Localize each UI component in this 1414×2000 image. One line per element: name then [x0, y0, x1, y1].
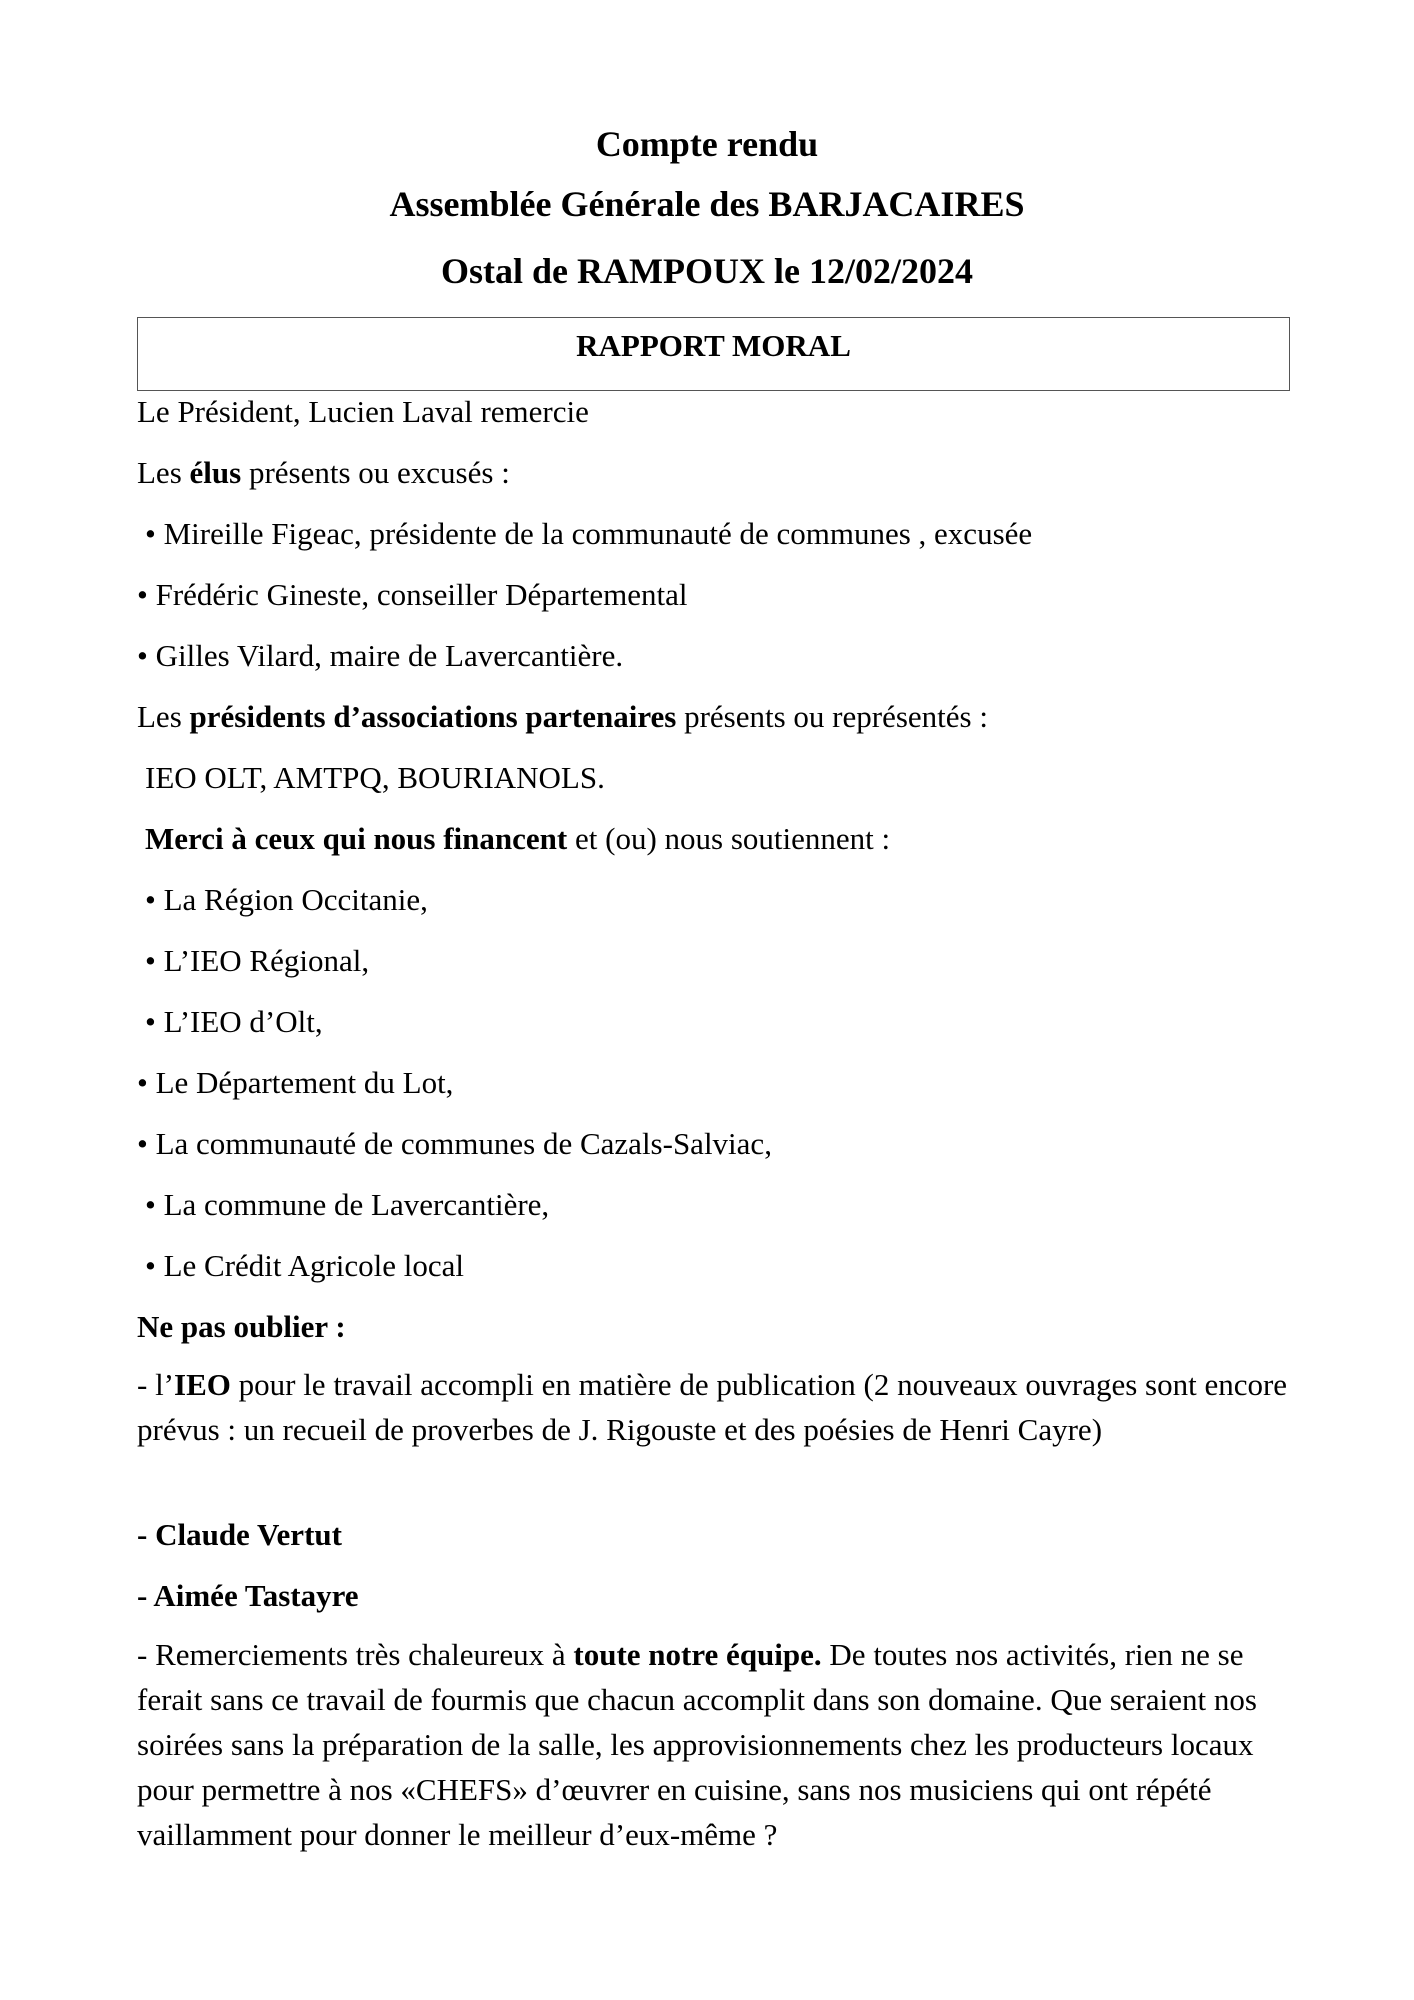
person-line: - Aimée Tastayre: [137, 1578, 359, 1613]
doc-subtitle: Assemblée Générale des BARJACAIRES: [389, 184, 1025, 224]
associations-suffix: présents ou représentés :: [676, 699, 988, 734]
associations-list: IEO OLT, AMTPQ, BOURIANOLS.: [145, 760, 605, 795]
person-line: - Claude Vertut: [137, 1517, 342, 1552]
financeur-item: • Le Département du Lot,: [137, 1065, 454, 1100]
financeur-item: • La commune de Lavercantière,: [145, 1187, 550, 1222]
financeurs-suffix: et (ou) nous soutiennent :: [567, 821, 891, 856]
section-heading-box: [137, 317, 1290, 391]
equipe-paragraph: [137, 1632, 1297, 1857]
financeur-item: • La communauté de communes de Cazals-Salviac,: [137, 1126, 772, 1161]
ieo-prefix: - l’: [137, 1367, 175, 1402]
elus-item: • Mireille Figeac, présidente de la communauté de communes , excusée: [145, 516, 1033, 551]
elus-suffix: présents ou excusés :: [241, 455, 510, 490]
financeurs-bold: Merci à ceux qui nous financent: [145, 821, 568, 856]
financeur-item: • L’IEO Régional,: [145, 943, 370, 978]
equipe-prefix: - Remerciements très chaleureux à: [137, 1637, 574, 1672]
elus-bold: élus: [189, 455, 242, 490]
elus-prefix: Les: [137, 455, 190, 490]
financeur-item: • La Région Occitanie,: [145, 882, 428, 917]
doc-title: Compte rendu: [595, 124, 819, 164]
elus-item: • Gilles Vilard, maire de Lavercantière.: [137, 638, 624, 673]
financeur-item: • Le Crédit Agricole local: [145, 1248, 465, 1283]
elus-intro: [137, 455, 510, 491]
elus-item: • Frédéric Gineste, conseiller Départemental: [137, 577, 688, 612]
equipe-bold: toute notre équipe.: [573, 1637, 822, 1672]
section-title: RAPPORT MORAL: [576, 328, 851, 363]
associations-intro: [137, 699, 988, 735]
ieo-bold: IEO: [174, 1367, 231, 1402]
ieo-paragraph: [137, 1362, 1297, 1452]
doc-venue-date: Ostal de RAMPOUX le 12/02/2024: [441, 251, 973, 291]
financeurs-intro: [145, 821, 890, 857]
ne-pas-oublier-heading: Ne pas oublier :: [137, 1309, 346, 1344]
equipe-text: De toutes nos activités, rien ne se ferait sans ce travail de fourmis que chacun accomplit dans son domaine. Que seraient nos soirées sans la préparation de la salle, les approvisionnements chez les producteurs locaux pour permettre à nos «CHEFS» d’œuvrer en cuisine, sans nos musiciens qui ont répété vaillamment pour donner le meilleur d’eux-même ?: [137, 1637, 1257, 1852]
president-line: Le Président, Lucien Laval remercie: [137, 394, 589, 429]
ieo-text: pour le travail accompli en matière de publication (2 nouveaux ouvrages sont encore prévus : un recueil de proverbes de J. Rigouste et des poésies de Henri Cayre): [137, 1367, 1288, 1447]
associations-prefix: Les: [137, 699, 190, 734]
financeur-item: • L’IEO d’Olt,: [145, 1004, 323, 1039]
associations-bold: présidents d’associations partenaires: [189, 699, 677, 734]
